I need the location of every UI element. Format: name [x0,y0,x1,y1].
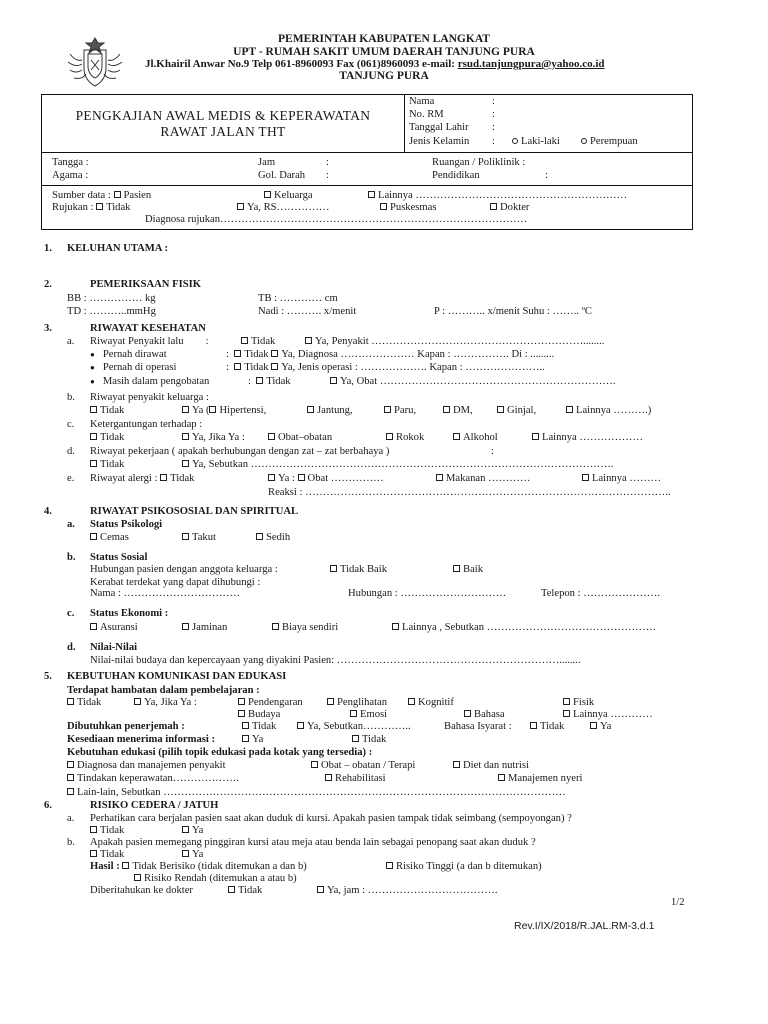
colon-gol: : [326,170,329,181]
checkbox-icon [563,698,570,705]
s4b-hubungan: Hubungan pasien dengan anggota keluarga : [90,564,278,575]
checkbox-icon [272,623,279,630]
s3c-obat[interactable]: Obat–obatan [268,432,332,444]
checkbox-icon [234,363,241,370]
s5-tidak[interactable]: Tidak [67,697,101,709]
s4b-kerabat: Kerabat terdekat yang dapat dihubungi : [90,577,261,588]
checkbox-icon [392,623,399,630]
checkbox-icon [453,761,460,768]
form-title: PENGKAJIAN AWAL MEDIS & KEPERAWATAN RAWAT JALAN THT [75,108,371,139]
checkbox-icon [90,460,97,467]
s1-num: 1. [44,243,52,254]
colon-jam: : [326,157,329,168]
form-code: Rev.I/IX/2018/R.JAL.RM-3.d.1 [514,920,655,932]
checkbox-icon [234,350,241,357]
checkbox-icon [271,363,278,370]
s6-tinggi[interactable]: Risiko Tinggi (a dan b ditemukan) [386,861,542,873]
s5-penerjemah-ya[interactable]: Ya, Sebutkan………….. [297,721,411,733]
s3-pengobatan: ● Masih dalam pengobatan [90,376,210,387]
checkbox-icon [530,722,537,729]
checkbox-icon [182,460,189,467]
box-hline-1 [41,152,693,153]
checkbox-icon [307,406,314,413]
colon-jk: : [492,136,495,147]
s5-fisik[interactable]: Fisik [563,697,594,709]
s6b-ya[interactable]: Ya [182,849,203,861]
checkbox-icon [238,710,245,717]
s3c-letter: c. [67,419,75,430]
s4c-letter: c. [67,608,75,619]
s3e-reaksi[interactable]: Reaksi : ………………………………………………………………………………………….. [268,487,671,498]
checkbox-icon [490,203,497,210]
checkbox-icon [228,886,235,893]
s5-ya-jika[interactable]: Ya, Jika Ya : [134,697,197,709]
s4a-takut[interactable]: Takut [182,532,216,544]
s5-lainnya[interactable]: Lainnya ………… [563,709,653,721]
header-address: Jl.Khairil Anwar No.9 Telp 061-8960093 Fax (061)8960093 e-mail: rsud.tanjungpura@yahoo.co.id [145,58,605,70]
option-laki[interactable]: Laki-laki [512,136,560,148]
checkbox-icon [532,433,539,440]
s5-isyarat: Bahasa Isyarat : [444,721,512,732]
checkbox-icon [330,565,337,572]
s3e-letter: e. [67,473,75,484]
s2-num: 2. [44,279,52,290]
label-gol-darah: Gol. Darah [258,170,306,181]
s3d-tidak[interactable]: Tidak [90,459,124,471]
bullet-icon: ● [90,377,95,386]
s3-operasi: ● Pernah di operasi [90,362,177,373]
s4a-cemas[interactable]: Cemas [90,532,129,544]
checkbox-icon [242,735,249,742]
checkbox-icon [268,433,275,440]
checkbox-icon [582,474,589,481]
s5-kes-tidak[interactable]: Tidak [352,734,386,746]
label-pendidikan: Pendidikan [432,170,480,181]
checkbox-icon [209,406,216,413]
s5-nyeri[interactable]: Manajemen nyeri [498,773,582,785]
s6-diberitahukan: Diberitahukan ke dokter [90,885,193,896]
checkbox-icon [453,433,460,440]
diagnosa-rujukan: Diagnosa rujukan…………………………………………………………………………… [145,214,528,225]
rujukan-line: Rujukan : Tidak [52,202,131,213]
s3b-dm[interactable]: DM, [443,405,473,417]
checkbox-icon [90,433,97,440]
checkbox-icon [317,886,324,893]
s6a-letter: a. [67,813,75,824]
s4b-baik[interactable]: Baik [453,564,483,576]
s6-hasil[interactable]: Hasil : Tidak Berisiko (tidak ditemukan a dan b) [90,861,307,872]
s4b-letter: b. [67,552,76,563]
checkbox-icon [566,406,573,413]
s3-pengobatan-opts[interactable]: : Tidak [248,376,291,387]
checkbox-icon [242,722,249,729]
checkbox-icon [67,774,74,781]
s3e-label: Riwayat alergi : Tidak [90,473,195,484]
checkbox-icon [67,761,74,768]
s6-dib-tidak[interactable]: Tidak [228,885,262,897]
box-vdivider [404,94,405,152]
s3a-ya[interactable]: Ya, Penyakit ……………………………………………………........ [305,336,604,348]
checkbox-icon [327,698,334,705]
checkbox-icon [298,474,305,481]
s4c-asuransi[interactable]: Asuransi [90,622,138,634]
s6-num: 6. [44,800,52,811]
label-tanggal: Tangga : [52,157,89,168]
checkbox-icon [90,850,97,857]
s4c-lainnya[interactable]: Lainnya , Sebutkan ………………………………………… [392,622,656,634]
s1-title: KELUHAN UTAMA : [67,243,169,254]
label-tgl-lahir: Tanggal Lahir [409,122,469,133]
checkbox-icon [90,406,97,413]
s3a-letter: a. [67,336,75,347]
checkbox-icon [122,862,129,869]
s4c-biaya[interactable]: Biaya sendiri [272,622,338,634]
colon-tgl-lahir: : [492,122,495,133]
s3-dirawat: ● Pernah dirawat [90,349,167,360]
checkbox-icon [408,698,415,705]
s6b-text: Apakah pasien memegang pinggiran kursi atau meja atau benda lain sebagai penopang saat akan duduk ? [90,837,536,848]
field-p-suhu[interactable]: P : ……….. x/menit Suhu : …….. ºC [434,306,592,317]
checkbox-icon [453,565,460,572]
header-city: TANJUNG PURA [339,70,429,82]
checkbox-icon [563,710,570,717]
s5-budaya[interactable]: Budaya [238,709,280,721]
checkbox-icon [464,710,471,717]
s3d-letter: d. [67,446,75,457]
s4a-sedih[interactable]: Sedih [256,532,290,544]
checkbox-icon [182,850,189,857]
s5-kognitif[interactable]: Kognitif [408,697,454,709]
field-tb[interactable]: TB : ………… cm [258,293,338,304]
checkbox-icon [350,710,357,717]
s6a-tidak[interactable]: Tidak [90,825,124,837]
s6-rendah[interactable]: Risiko Rendah (ditemukan a atau b) [134,873,297,885]
checkbox-icon [67,698,74,705]
s3b-ginjal[interactable]: Ginjal, [497,405,536,417]
s4b-title: Status Sosial [90,552,148,563]
s3b-letter: b. [67,392,75,403]
s3b-label: Riwayat penyakit keluarga : [90,392,209,403]
checkbox-icon[interactable] [114,191,121,198]
label-jam: Jam [258,157,276,168]
checkbox-icon [297,722,304,729]
s3c-lainnya[interactable]: Lainnya ……………… [532,432,643,444]
checkbox-icon [182,406,189,413]
s5-kesediaan: Kesediaan menerima informasi : [67,734,215,745]
checkbox-icon [497,406,504,413]
s4-title: RIWAYAT PSIKOSOSIAL DAN SPIRITUAL [90,506,299,517]
source-line: Sumber data : Pasien [52,190,152,201]
s5-num: 5. [44,671,52,682]
colon-pend: : [545,170,548,181]
checkbox-icon [311,761,318,768]
bullet-icon: ● [90,350,95,359]
checkbox-icon [498,774,505,781]
checkbox-icon [352,735,359,742]
s3b-paru[interactable]: Paru, [384,405,416,417]
checkbox-icon [590,722,597,729]
s5-title: KEBUTUHAN KOMUNIKASI DAN EDUKASI [67,671,287,682]
s6a-ya[interactable]: Ya [182,825,203,837]
s5-penerjemah: Dibutuhkan penerjemah : [67,721,185,732]
option-perempuan[interactable]: Perempuan [581,136,638,148]
checkbox-icon [237,203,244,210]
checkbox-icon [182,826,189,833]
s3e-makanan[interactable]: Makanan ………… [436,473,530,485]
checkbox-icon [436,474,443,481]
s3b-lainnya[interactable]: Lainnya ……….) [566,405,651,417]
checkbox-icon [386,862,393,869]
s3c-label: Ketergantungan terhadap : [90,419,203,430]
checkbox-icon [90,623,97,630]
s2-title: PEMERIKSAAN FISIK [90,279,201,290]
checkbox-icon [268,474,275,481]
label-ruangan: Ruangan / Poliklinik : [432,157,526,168]
page-number: 1/2 [671,897,685,908]
s4b-tidak-baik[interactable]: Tidak Baik [330,564,387,576]
checkbox-icon [134,698,141,705]
header-gov: PEMERINTAH KABUPATEN LANGKAT [278,33,490,45]
source-keluarga[interactable]: Keluarga [264,190,313,202]
s3d-ya[interactable]: Ya, Sebutkan …………………………………………………………………………………………. [182,459,614,471]
source-lainnya[interactable]: Lainnya …………………………………………………… [368,190,627,202]
label-nama: Nama [409,96,435,107]
colon-nama: : [492,96,495,107]
s3c-ya[interactable]: Ya, Jika Ya : [182,432,245,444]
checkbox-icon [182,623,189,630]
s4a-letter: a. [67,519,75,530]
s5-kes-ya[interactable]: Ya [242,734,263,746]
checkbox-icon [238,698,245,705]
s6b-letter: b. [67,837,75,848]
label-agama: Agama : [52,170,89,181]
s6a-text: Perhatikan cara berjalan pasien saat akan duduk di kursi. Apakah pasien tampak tidak seimbang (sempoyongan) ? [90,813,572,824]
s3c-rokok[interactable]: Rokok [386,432,424,444]
checkbox-icon [256,377,263,384]
field-bb[interactable]: BB : …………… kg [67,293,156,304]
checkbox-icon [305,337,312,344]
s3c-alkohol[interactable]: Alkohol [453,432,498,444]
label-norm: No. RM [409,109,444,120]
checkbox-icon [90,826,97,833]
s5-diagnosa[interactable]: Diagnosa dan manajemen penyakit [67,760,226,772]
s3a-tidak[interactable]: Tidak [241,336,275,348]
s3d-label: Riwayat pekerjaan ( apakah berhubungan dengan zat – zat berbahaya ) [90,446,390,457]
checkbox-icon [380,203,387,210]
checkbox-icon [271,350,278,357]
s3b-tidak[interactable]: Tidak [90,405,124,417]
s4d-nilai[interactable]: Nilai-nilai budaya dan kepercayaan yang diyakini Pasien: ………………………………………………………........ [90,655,581,666]
s3-num: 3. [44,323,52,334]
checkbox-icon [134,874,141,881]
s3c-tidak[interactable]: Tidak [90,432,124,444]
s5-tindakan[interactable]: Tindakan keperawatan………………. [67,773,239,785]
checkbox-icon[interactable] [160,474,167,481]
s4b-nama[interactable]: Nama : …………………………… [90,588,241,599]
s5-kebutuhan: Kebutuhan edukasi (pilih topik edukasi pada kotak yang tersedia) : [67,747,373,758]
checkbox-icon [384,406,391,413]
s5-bahasa[interactable]: Bahasa [464,709,505,721]
label-jenis-kelamin: Jenis Kelamin [409,136,470,147]
colon-norm: : [492,109,495,120]
checkbox-icon [256,533,263,540]
s5-pendengaran[interactable]: Pendengaran [238,697,303,709]
s3e-lainnya[interactable]: Lainnya ……… [582,473,661,485]
s3e-ya[interactable]: Ya : Obat …………… [268,473,384,485]
checkbox-icon [182,433,189,440]
s5-penglihatan[interactable]: Penglihatan [327,697,387,709]
s4a-title: Status Psikologi [90,519,163,530]
checkbox-icon [67,788,74,795]
rujukan-dokter[interactable]: Dokter [490,202,529,214]
radio-icon [512,138,518,144]
s3b-jantung[interactable]: Jantung, [307,405,353,417]
s5-isyarat-tidak[interactable]: Tidak [530,721,564,733]
checkbox-icon [241,337,248,344]
checkbox-icon [330,377,337,384]
s5-hambatan: Terdapat hambatan dalam pembelajaran : [67,685,260,696]
checkbox-icon[interactable] [96,203,103,210]
radio-icon [581,138,587,144]
s4c-title: Status Ekonomi : [90,608,169,619]
s5-penerjemah-tidak[interactable]: Tidak [242,721,276,733]
s6-title: RISIKO CEDERA / JATUH [90,800,219,811]
s5-emosi[interactable]: Emosi [350,709,387,721]
checkbox-icon [264,191,271,198]
s4d-letter: d. [67,642,76,653]
s3-dirawat-opts[interactable]: : Tidak Ya, Diagnosa ………………… Kapan : ……………. Di : ......... [226,349,555,360]
s6-dib-ya[interactable]: Ya, jam : ………………………………. [317,885,498,897]
s4b-telepon[interactable]: Telepon : …………………. [541,588,661,599]
checkbox-icon [368,191,375,198]
s5-lain[interactable]: Lain-lain, Sebutkan …………………………………………………………………………………………………… [67,787,566,799]
bullet-icon: ● [90,363,95,372]
s4c-jaminan[interactable]: Jaminan [182,622,227,634]
s5-obat[interactable]: Obat – obatan / Terapi [311,760,415,772]
s3-operasi-opts[interactable]: : Tidak Ya, Jenis operasi : ………………. Kapan : ………………….. [226,362,545,373]
s5-isyarat-ya[interactable]: Ya [590,721,611,733]
header-hospital: UPT - RUMAH SAKIT UMUM DAERAH TANJUNG PURA [233,46,535,58]
s5-rehabilitasi[interactable]: Rehabilitasi [325,773,386,785]
s3d-colon: : [491,446,494,457]
s3-title: RIWAYAT KESEHATAN [90,323,206,334]
s3-pengobatan-ya[interactable]: Ya, Obat …………………………………………………………. [330,376,616,388]
s4-num: 4. [44,506,52,517]
checkbox-icon [90,533,97,540]
s4b-hub-field[interactable]: Hubungan : ………………………… [348,588,507,599]
rujukan-rs[interactable]: Ya, RS…………… [237,202,330,214]
rujukan-puskesmas[interactable]: Puskesmas [380,202,437,214]
field-td[interactable]: TD : ………..mmHg [67,306,156,317]
checkbox-icon [443,406,450,413]
s4d-title: Nilai-Nilai [90,642,138,653]
s3a-label: Riwayat Penyakit lalu : [90,336,209,347]
checkbox-icon [386,433,393,440]
s6b-tidak[interactable]: Tidak [90,849,124,861]
field-nadi[interactable]: Nadi : ………. x/menit [258,306,357,317]
box-hline-2 [41,185,693,186]
s5-diet[interactable]: Diet dan nutrisi [453,760,529,772]
checkbox-icon [182,533,189,540]
s3b-ya[interactable]: Ya ( Hipertensi, [182,405,266,417]
header-email[interactable]: rsud.tanjungpura@yahoo.co.id [457,58,605,70]
checkbox-icon [325,774,332,781]
